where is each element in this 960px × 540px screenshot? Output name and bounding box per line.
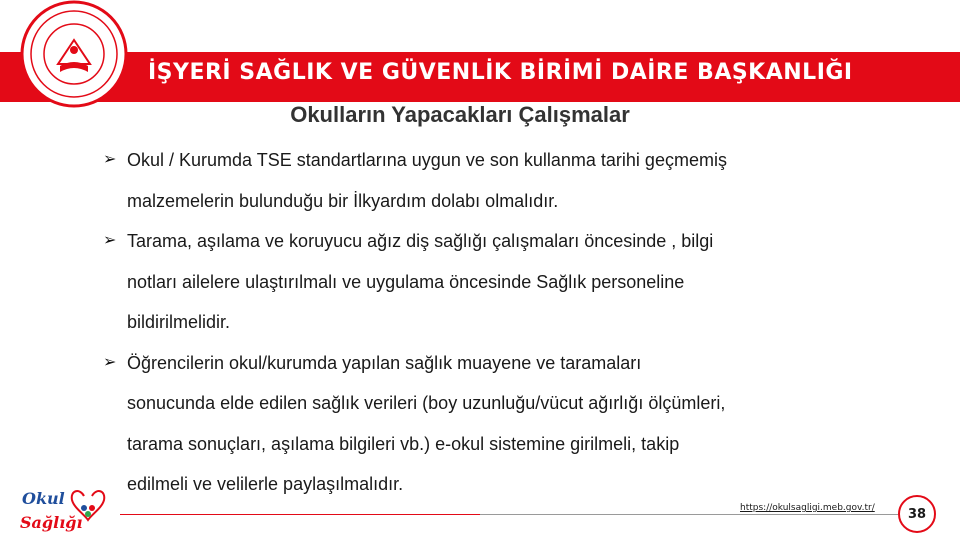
svg-text:Sağlığı: Sağlığı xyxy=(20,513,83,532)
bullet-item-2 xyxy=(103,221,923,343)
page-subtitle: Okulların Yapacakları Çalışmalar xyxy=(290,102,630,127)
bullet-line: malzemelerin bulunduğu bir İlkyardım dolabı olmalıdır. xyxy=(127,190,559,211)
bullet-line: Okul / Kurumda TSE standartlarına uygun ve son kullanma tarihi geçmemiş xyxy=(127,150,727,170)
meb-logo xyxy=(18,0,130,112)
bullet-line: tarama sonuçları, aşılama bilgileri vb.) e-okul sistemine girilmeli, takip xyxy=(127,433,680,454)
bullet-item-3 xyxy=(103,343,923,505)
bullet-list xyxy=(103,140,923,505)
okul-sagligi-logo xyxy=(18,484,122,536)
bullet-line: Tarama, aşılama ve koruyucu ağız diş sağlığı çalışmaları öncesinde , bilgi xyxy=(127,231,714,251)
page-number-badge: 38 xyxy=(898,495,936,533)
department-title: İŞYERİ SAĞLIK VE GÜVENLİK BİRİMİ DAİRE BAŞKANLIĞI xyxy=(148,60,853,85)
bullet-line: sonucunda elde edilen sağlık verileri (boy uzunluğu/vücut ağırlığı ölçümleri, xyxy=(127,393,726,413)
arrow-bullet-icon: ➢ xyxy=(103,151,117,168)
footer-divider-gray xyxy=(480,514,898,515)
footer-url-link[interactable]: https://okulsagligi.meb.gov.tr/ xyxy=(740,503,875,513)
bullet-line: bildirilmelidir. xyxy=(127,312,231,332)
bullet-line: notları ailelere ulaştırılmalı ve uygulama öncesinde Sağlık personeline xyxy=(127,271,685,292)
arrow-bullet-icon: ➢ xyxy=(103,232,117,249)
bullet-line: edilmeli ve velilerle paylaşılmalıdır. xyxy=(127,474,404,494)
bullet-line: Öğrencilerin okul/kurumda yapılan sağlık muayene ve taramaları xyxy=(127,352,642,373)
svg-text:Okul: Okul xyxy=(22,489,65,508)
bullet-item-1 xyxy=(103,140,923,221)
arrow-bullet-icon: ➢ xyxy=(103,353,117,371)
